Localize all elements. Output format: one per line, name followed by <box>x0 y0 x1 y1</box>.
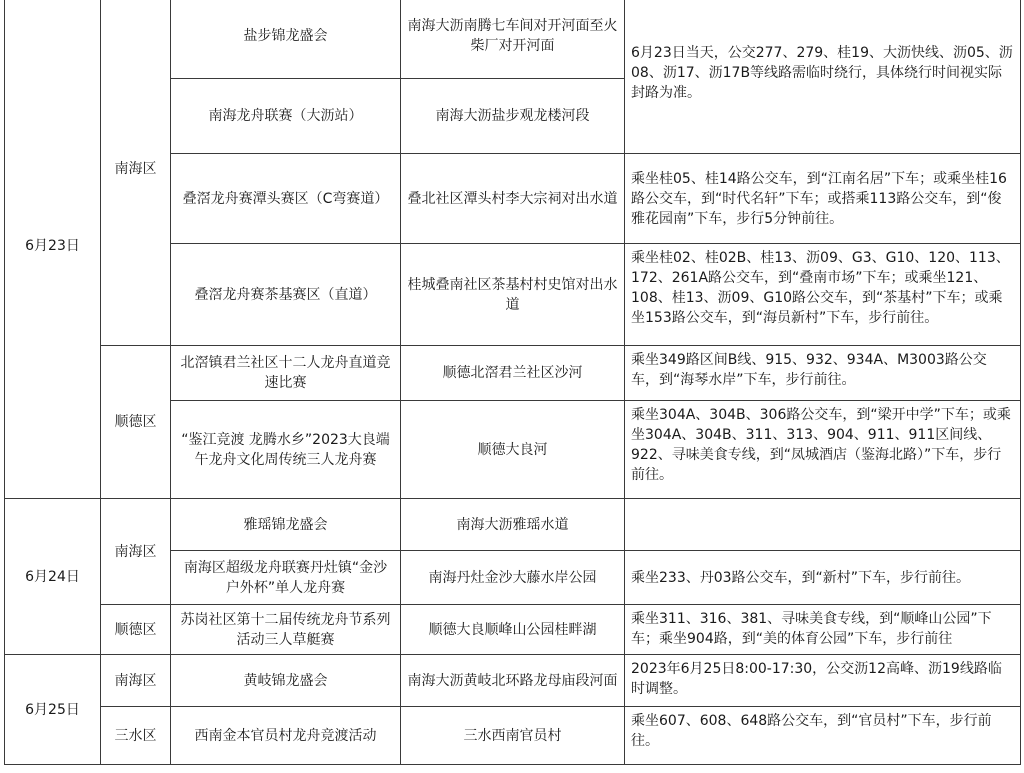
district-cell: 南海区 <box>101 0 171 346</box>
traffic-info: 乘坐桂02、桂02B、桂13、沥09、G3、G10、120、113、172、261A路公交车，到“叠南市场”下车；或乘坐121、108、桂13、沥09、G10路公交车，到“茶基村”下车；或乘坐153路公交车，到“海员新村”下车，步行前往。 <box>625 244 1021 346</box>
event-name: 叠滘龙舟赛潭头赛区（C弯赛道） <box>171 154 401 244</box>
date-cell: 6月24日 <box>5 499 101 655</box>
event-location: 桂城叠南社区茶基村村史馆对出水道 <box>401 244 625 346</box>
district-cell: 三水区 <box>101 707 171 765</box>
date-cell: 6月23日 <box>5 0 101 499</box>
traffic-info: 乘坐304A、304B、306路公交车，到“梁开中学”下车；或乘坐304A、304B、311、313、904、911、911区间线、922、寻味美食专线，到“凤城酒店（鉴海北路）”下车，步行前往。 <box>625 401 1021 499</box>
event-name: 北滘镇君兰社区十二人龙舟直道竞速比赛 <box>171 346 401 401</box>
event-name: 西南金本官员村龙舟竞渡活动 <box>171 707 401 765</box>
event-name: 苏岗社区第十二届传统龙舟节系列活动三人草艇赛 <box>171 605 401 655</box>
event-name: 南海区超级龙舟联赛丹灶镇“金沙户外杯”单人龙舟赛 <box>171 551 401 605</box>
district-cell: 顺德区 <box>101 346 171 499</box>
event-location: 南海大沥黄岐北环路龙母庙段河面 <box>401 655 625 707</box>
traffic-info: 2023年6月25日8:00-17:30，公交沥12高峰、沥19线路临时调整。 <box>625 655 1021 707</box>
event-name: 雅瑶锦龙盛会 <box>171 499 401 551</box>
event-location: 南海大沥雅瑶水道 <box>401 499 625 551</box>
traffic-info: 乘坐607、608、648路公交车，到“官员村”下车，步行前往。 <box>625 707 1021 765</box>
traffic-info: 乘坐233、丹03路公交车，到“新村”下车，步行前往。 <box>625 551 1021 605</box>
event-location: 南海大沥南腾七车间对开河面至火柴厂对开河面 <box>401 0 625 79</box>
district-cell: 顺德区 <box>101 605 171 655</box>
event-name: 叠滘龙舟赛茶基赛区（直道） <box>171 244 401 346</box>
event-location: 顺德大良河 <box>401 401 625 499</box>
traffic-info: 乘坐311、316、381、寻味美食专线，到“顺峰山公园”下车；乘坐904路，到“美的体育公园”下车，步行前往 <box>625 605 1021 655</box>
event-name: 南海龙舟联赛（大沥站） <box>171 79 401 154</box>
traffic-info: 乘坐349路区间B线、915、932、934A、M3003路公交车，到“海琴水岸”下车，步行前往。 <box>625 346 1021 401</box>
event-location: 顺德北滘君兰社区沙河 <box>401 346 625 401</box>
district-cell: 南海区 <box>101 655 171 707</box>
event-location: 顺德大良顺峰山公园桂畔湖 <box>401 605 625 655</box>
dragon-boat-events-table <box>4 0 1021 765</box>
traffic-info <box>625 499 1021 551</box>
event-name: 黄岐锦龙盛会 <box>171 655 401 707</box>
event-name: 盐步锦龙盛会 <box>171 0 401 79</box>
event-location: 南海大沥盐步观龙楼河段 <box>401 79 625 154</box>
traffic-info: 乘坐桂05、桂14路公交车，到“江南名居”下车；或乘坐桂16路公交车，到“时代名轩”下车；或搭乘113路公交车，到“俊雅花园南”下车，步行5分钟前往。 <box>625 154 1021 244</box>
traffic-info: 6月23日当天，公交277、279、桂19、大沥快线、沥05、沥08、沥17、沥17B等线路需临时绕行，具体绕行时间视实际封路为准。 <box>625 0 1021 154</box>
date-cell: 6月25日 <box>5 655 101 765</box>
district-cell: 南海区 <box>101 499 171 605</box>
event-location: 叠北社区潭头村李大宗祠对出水道 <box>401 154 625 244</box>
event-location: 三水西南官员村 <box>401 707 625 765</box>
event-location: 南海丹灶金沙大藤水岸公园 <box>401 551 625 605</box>
event-name: “鉴江竞渡 龙腾水乡”2023大良端午龙舟文化周传统三人龙舟赛 <box>171 401 401 499</box>
